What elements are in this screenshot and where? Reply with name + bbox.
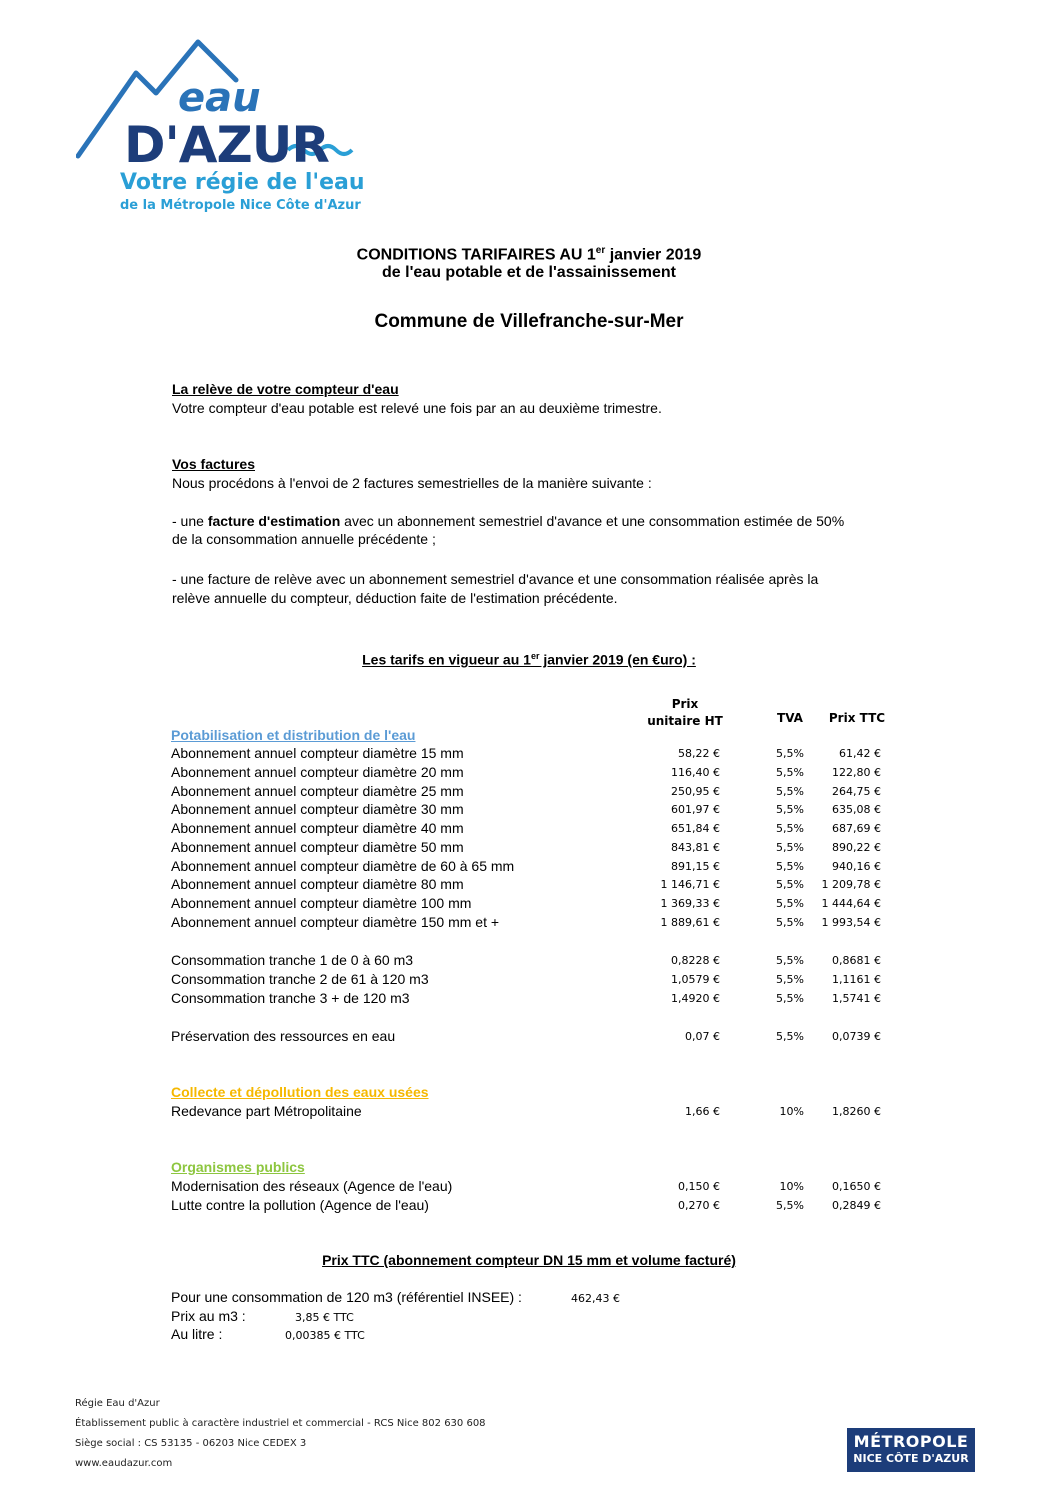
row-prix-ttc: 122,80 € [832,765,881,779]
row-prix-ht: 651,84 € [671,822,720,835]
row-tva: 10% [779,1180,804,1193]
table-row [0,952,1058,971]
table-row [0,820,1058,839]
facture-estimation-line2: de la consommation annuelle précédente ; [172,531,436,547]
table-row [0,914,1058,933]
row-prix-ht: 1 889,61 € [660,915,720,929]
category-organismes: Organismes publics [171,1159,305,1175]
row-tva: 5,5% [776,973,804,986]
row-prix-ttc: 635,08 € [832,803,881,817]
row-tva: 5,5% [776,1030,804,1043]
row-prix-ht: 891,15 € [671,859,720,873]
table-row [0,858,1058,877]
row-tva: 5,5% [776,992,804,1005]
row-prix-ttc: 890,22 € [832,840,881,854]
row-prix-ttc: 0,1650 € [832,1180,881,1193]
category-potabilisation: Potabilisation et distribution de l'eau [171,727,416,743]
row-label: Consommation tranche 1 de 0 à 60 m3 [171,952,414,968]
releve-heading: La relève de votre compteur d'eau [172,381,399,397]
row-prix-ttc: 61,42 € [839,747,881,760]
row-tva: 5,5% [776,954,804,967]
eau-dazur-logo [76,38,376,213]
col-header-tva: TVA [777,711,803,725]
row-prix-ttc: 0,8681 € [832,954,881,967]
row-tva: 5,5% [776,822,804,835]
row-prix-ttc: 0,2849 € [832,1199,881,1212]
footer-website[interactable]: www.eaudazur.com [75,1458,173,1469]
row-label: Abonnement annuel compteur diamètre 150 mm et + [171,913,500,930]
metropole-logo-subtext: NICE CÔTE D'AZUR [853,1452,969,1465]
logo-eau-text: eau [178,75,261,121]
row-label: Redevance part Métropolitaine [171,1103,362,1119]
facture-releve-line2: relève annuelle du compteur, déduction faite de l'estimation précédente. [172,590,618,606]
prix-m3-value: 3,85 € TTC [295,1311,354,1324]
document-title: CONDITIONS TARIFAIRES AU 1er janvier 2019 [356,245,702,264]
row-tva: 5,5% [776,784,804,798]
prix-litre-value: 0,00385 € TTC [285,1329,365,1342]
row-label: Abonnement annuel compteur diamètre 20 mm [171,763,464,780]
row-tva: 5,5% [776,1199,804,1212]
row-prix-ttc: 1 444,64 € [821,897,881,910]
row-label: Abonnement annuel compteur diamètre 15 mm [171,745,464,761]
logo-subtagline: de la Métropole Nice Côte d'Azur [120,198,361,213]
row-tva: 5,5% [776,803,804,817]
row-label: Abonnement annuel compteur diamètre 40 mm [171,820,464,836]
row-tva: 5,5% [776,765,804,779]
row-prix-ht: 1,66 € [685,1105,720,1118]
factures-intro: Nous procédons à l'envoi de 2 factures semestrielles de la manière suivante : [172,475,652,491]
row-tva: 5,5% [776,915,804,929]
logo-dazur-text: D'AZUR [124,116,329,174]
col-header-ht: Prix unitaire HT [647,697,723,728]
row-label: Abonnement annuel compteur diamètre de 60 à 65 mm [171,857,515,874]
document-subtitle: de l'eau potable et de l'assainissement [382,264,676,281]
table-row [0,1178,1058,1197]
row-label: Lutte contre la pollution (Agence de l'eau) [171,1197,429,1213]
row-prix-ttc: 1,1161 € [832,973,881,986]
row-label: Préservation des ressources en eau [171,1028,396,1044]
row-prix-ttc: 1 209,78 € [821,878,881,892]
row-prix-ht: 0,8228 € [671,954,720,967]
table-row-preservation [0,1028,1058,1047]
row-prix-ttc: 1 993,54 € [821,915,881,929]
factures-heading: Vos factures [172,456,255,472]
table-row [0,801,1058,820]
prix-ttc-heading: Prix TTC (abonnement compteur DN 15 mm et volume facturé) [322,1252,736,1268]
releve-text: Votre compteur d'eau potable est relevé une fois par an au deuxième trimestre. [172,400,662,416]
row-prix-ttc: 1,8260 € [832,1105,881,1118]
footer-address: Siège social : CS 53135 - 06203 Nice CEDEX 3 [75,1438,307,1449]
table-row [0,971,1058,990]
table-row [0,783,1058,802]
row-label: Abonnement annuel compteur diamètre 25 mm [171,782,464,799]
row-tva: 10% [779,1105,804,1118]
metropole-logo-text: MÉTROPOLE [853,1432,969,1451]
row-prix-ht: 58,22 € [678,747,720,760]
row-prix-ttc: 264,75 € [832,784,881,798]
row-prix-ttc: 940,16 € [832,859,881,873]
table-row [0,895,1058,914]
table-row [0,764,1058,783]
table-row [0,990,1058,1009]
row-label: Abonnement annuel compteur diamètre 100 mm [171,895,472,911]
row-prix-ht: 250,95 € [671,784,720,798]
row-prix-ht: 0,150 € [678,1180,720,1193]
col-header-ttc: Prix TTC [828,711,886,725]
row-label: Modernisation des réseaux (Agence de l'eau) [171,1178,453,1194]
row-tva: 5,5% [776,897,804,910]
facture-estimation-line: - une facture d'estimation avec un abonnement semestriel d'avance et une consommation estimée de 50% [172,513,845,529]
row-prix-ht: 1 369,33 € [660,897,720,910]
conso-120-value: 462,43 € [571,1292,620,1305]
row-tva: 5,5% [776,859,804,873]
row-prix-ttc: 687,69 € [832,822,881,835]
table-row [0,876,1058,895]
category-collecte: Collecte et dépollution des eaux usées [171,1084,429,1100]
row-label: Abonnement annuel compteur diamètre 80 mm [171,876,464,893]
facture-releve-line: - une facture de relève avec un abonnement semestriel d'avance et une consommation réalisée après la [172,571,819,587]
row-label: Abonnement annuel compteur diamètre 30 mm [171,801,464,818]
row-label: Abonnement annuel compteur diamètre 50 mm [171,838,464,855]
logo-tagline: Votre régie de l'eau [120,170,365,195]
row-prix-ht: 1 146,71 € [660,878,720,892]
row-prix-ht: 0,07 € [685,1030,720,1043]
row-prix-ttc: 1,5741 € [832,992,881,1005]
row-prix-ht: 116,40 € [671,765,720,779]
row-prix-ht: 843,81 € [671,840,720,854]
row-prix-ht: 1,0579 € [671,973,720,986]
table-row [0,745,1058,764]
row-tva: 5,5% [776,747,804,760]
row-label: Consommation tranche 3 + de 120 m3 [171,990,410,1006]
row-prix-ht: 601,97 € [671,803,720,817]
row-tva: 5,5% [776,878,804,892]
table-row [0,1197,1058,1216]
footer-org-name: Régie Eau d'Azur [75,1398,160,1409]
footer-legal: Établissement public à caractère industriel et commercial - RCS Nice 802 630 608 [75,1418,486,1429]
row-tva: 5,5% [776,840,804,854]
row-label: Consommation tranche 2 de 61 à 120 m3 [171,971,429,987]
row-prix-ht: 1,4920 € [671,992,720,1005]
tarifs-heading: Les tarifs en vigueur au 1er janvier 2019 (en €uro) : [362,651,696,668]
metropole-logo [847,1428,975,1472]
row-prix-ttc: 0,0739 € [832,1030,881,1043]
table-row [0,839,1058,858]
prix-m3-label: Prix au m3 : [171,1308,246,1324]
commune-title: Commune de Villefranche-sur-Mer [374,311,684,332]
conso-120-label: Pour une consommation de 120 m3 (référentiel INSEE) : [171,1289,522,1305]
prix-litre-label: Au litre : [171,1326,223,1342]
row-prix-ht: 0,270 € [678,1199,720,1212]
table-row-redevance [0,1103,1058,1122]
